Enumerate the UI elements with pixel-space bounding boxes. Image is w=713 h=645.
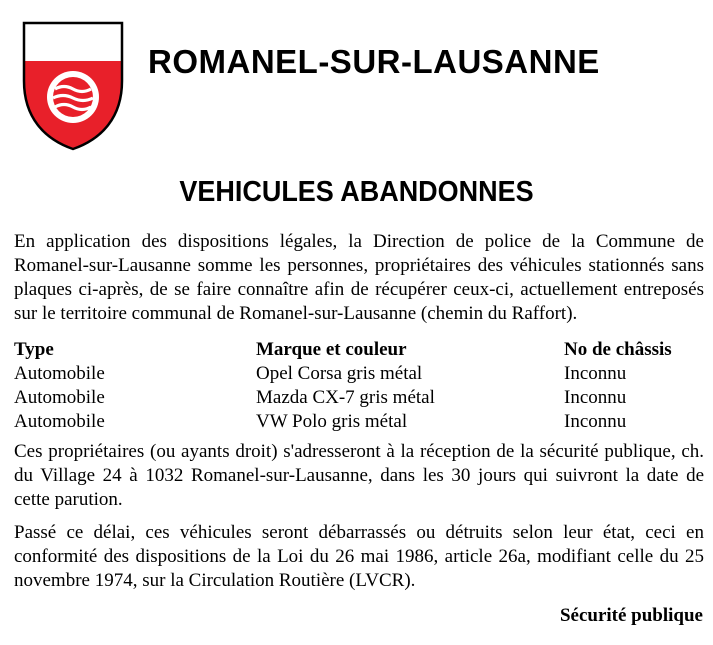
vehicle-type: Automobile — [14, 411, 105, 432]
vehicle-type: Automobile — [14, 363, 105, 384]
deadline-paragraph: Passé ce délai, ces véhicules seront débarrassés ou détruits selon leur état, ceci en conformité des dispositions de la Loi du 26 mai 1986, article 26a, modifiant celle du 25 novembre 1974, sur la Circulation Routière (LVCR). — [14, 522, 704, 591]
header-make-color: Marque et couleur — [256, 339, 407, 360]
header-chassis-number: No de châssis — [564, 339, 672, 360]
notice-body — [14, 230, 704, 593]
header-type: Type — [14, 339, 54, 360]
table-header-row — [14, 338, 704, 362]
intro-paragraph: En application des dispositions légales, la Direction de police de la Commune de Romanel-sur-Lausanne somme les personnes, propriétaires des véhicules stationnés sans plaques ci-après, de se faire connaître afin de récupérer ceux-ci, actuellement entreposés sur le territoire communal de Romanel-sur-Lausanne (chemin du Raffort). — [14, 231, 704, 324]
commune-name: ROMANEL-SUR-LAUSANNE — [148, 43, 600, 80]
notice-title: VEHICULES ABANDONNES — [179, 176, 534, 208]
vehicle-make-color: VW Polo gris métal — [256, 411, 408, 432]
vehicle-chassis: Inconnu — [564, 411, 627, 432]
romanel-coat-of-arms-icon — [22, 21, 124, 151]
vehicles-table — [14, 338, 704, 434]
table-row — [14, 410, 704, 434]
vehicle-make-color: Mazda CX-7 gris métal — [256, 387, 435, 408]
vehicle-type: Automobile — [14, 387, 105, 408]
vehicle-chassis: Inconnu — [564, 387, 627, 408]
signature: Sécurité publique — [559, 605, 703, 626]
contact-paragraph: Ces propriétaires (ou ayants droit) s'adresseront à la réception de la sécurité publique, ch. du Village 24 à 1032 Romanel-sur-Lausanne, dans les 30 jours qui suivront la date de cette parution. — [14, 441, 704, 510]
vehicle-make-color: Opel Corsa gris métal — [256, 363, 423, 384]
vehicle-chassis: Inconnu — [564, 363, 627, 384]
table-row — [14, 386, 704, 410]
table-row — [14, 362, 704, 386]
